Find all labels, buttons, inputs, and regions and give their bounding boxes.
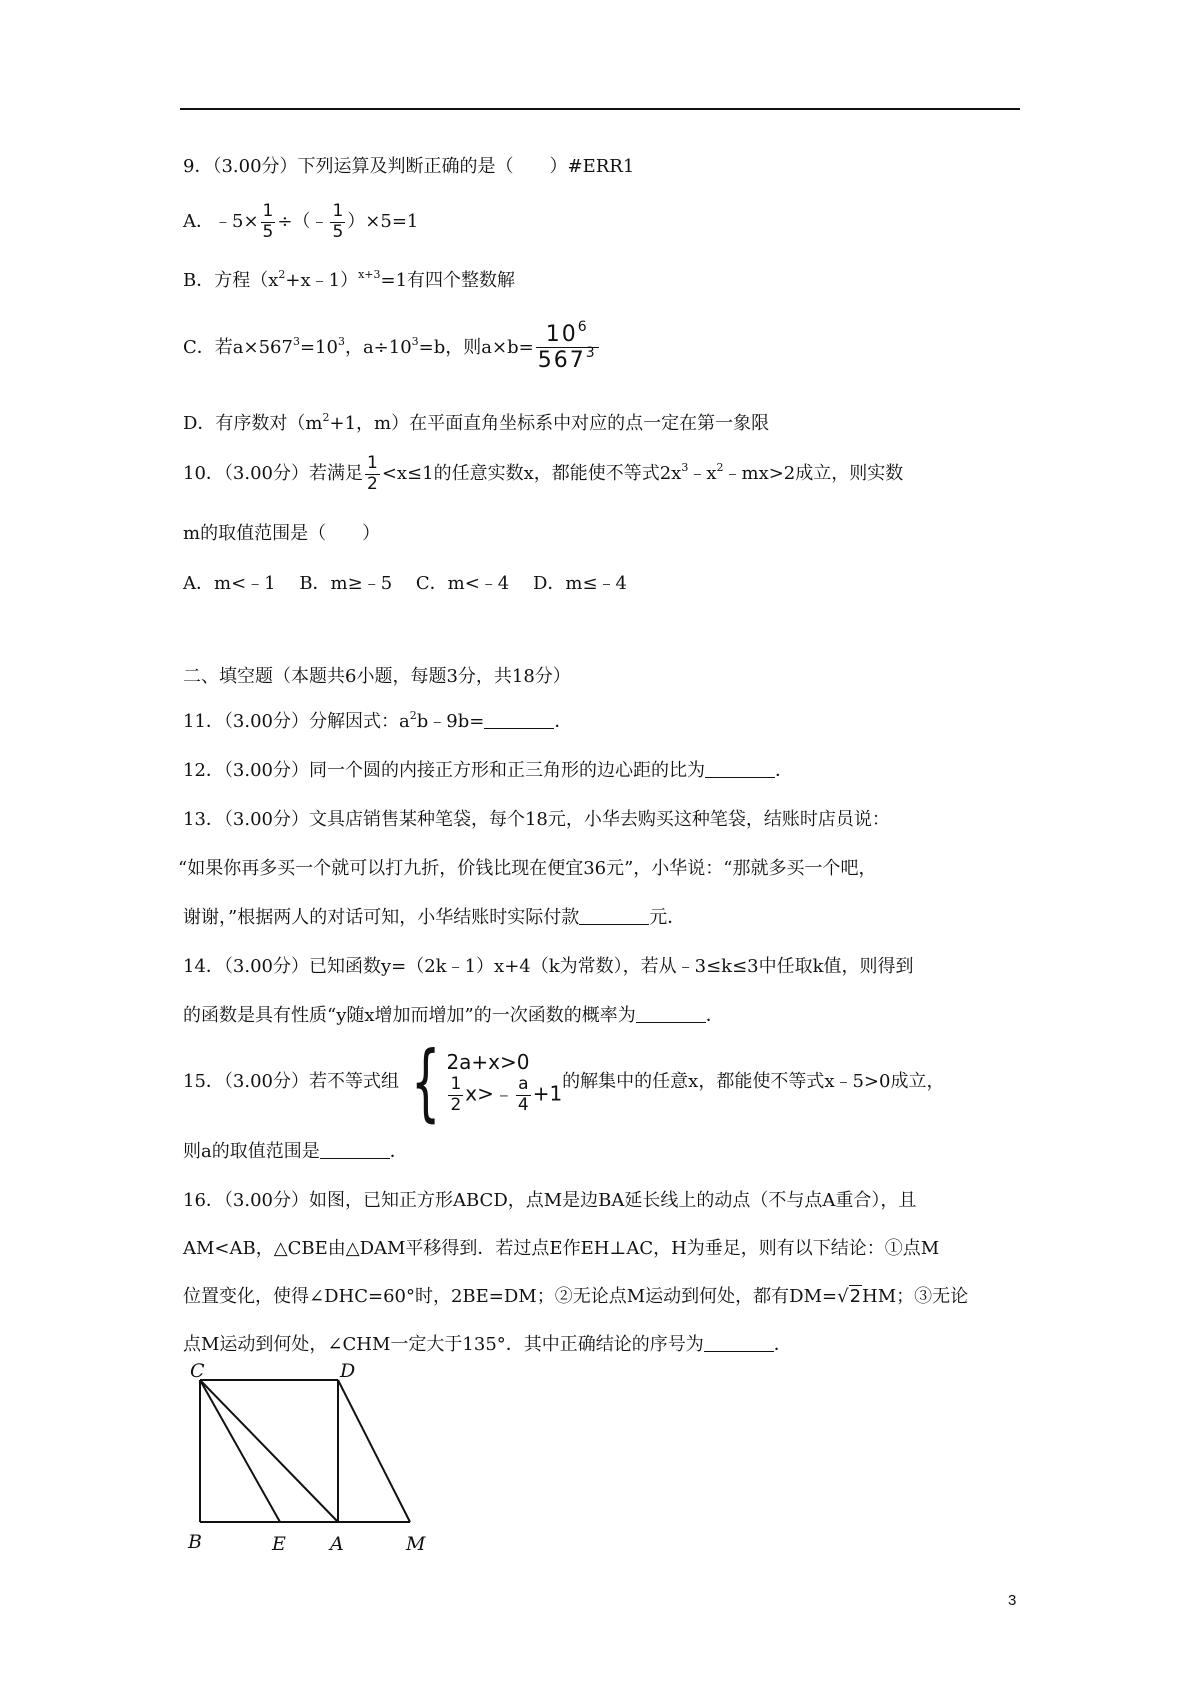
text: 点M运动到何处，∠CHM一定大于135°．其中正确结论的序号为 [183, 1334, 704, 1355]
text: 567 [537, 348, 586, 374]
text: 谢谢，”根据两人的对话可知，小华结账时实际付款 [183, 907, 580, 928]
point-c-label: C [190, 1362, 205, 1382]
text: ，a÷10 [344, 336, 412, 358]
text: 15．（3.00分）若不等式组 [183, 1071, 399, 1092]
text: ． [774, 760, 793, 781]
header-rule [180, 108, 1020, 110]
point-e-label: E [272, 1533, 286, 1555]
text: =1有四个整数解 [380, 270, 516, 291]
q9-option-d [183, 411, 770, 434]
brace-icon: { [411, 1033, 441, 1131]
sup: 3 [585, 345, 597, 362]
segment-dm [338, 1380, 410, 1522]
q9-a-prefix: A．﹣5× [183, 211, 259, 233]
text: 元． [649, 907, 686, 928]
page-number: 3 [1008, 1592, 1017, 1609]
q16-line1: 16．（3.00分）如图，已知正方形ABCD，点M是边BA延长线上的动点（不与点A重合），且 [183, 1190, 917, 1211]
q16-line3 [183, 1288, 968, 1306]
point-a-label: A [330, 1533, 344, 1555]
text: HM；③无论 [862, 1286, 969, 1307]
frac-den: 4 [517, 1094, 529, 1115]
sup: 3 [411, 334, 419, 348]
q12 [183, 762, 793, 780]
q9-a-suffix: ）×5=1 [347, 211, 419, 233]
sqrt: √2 [837, 1286, 862, 1307]
q15-line1 [183, 1033, 945, 1131]
section-heading: 二、填空题（本题共6小题，每题3分，共18分） [183, 666, 571, 687]
sup: 3 [681, 461, 689, 475]
frac-num: a [516, 1075, 531, 1096]
inequality-system [399, 1033, 563, 1131]
q13-line3 [183, 909, 685, 927]
frac-num: 1 [262, 201, 274, 221]
text: 则a的取值范围是 [183, 1141, 320, 1162]
text: b﹣9b= [416, 711, 485, 732]
text: +x﹣1） [285, 270, 359, 291]
text: 位置变化，使得∠DHC=60°时，2BE=DM；②无论点M运动到何处，都有DM= [183, 1286, 838, 1307]
sup: 3 [337, 334, 345, 348]
answer-blank [705, 763, 775, 778]
q13-line2: “如果你再多买一个就可以打九折，价钱比现在便宜36元”，小华说：“那就多买一个吧， [178, 858, 877, 879]
q10-options: A．m<﹣1 B．m≥﹣5 C．m<﹣4 D．m≤﹣4 [183, 573, 628, 594]
system-row: 2a+x>0 [446, 1049, 530, 1074]
point-m-label: M [406, 1533, 426, 1555]
q10-line1 [183, 454, 903, 494]
fraction [365, 454, 380, 494]
frac-den: 5 [262, 221, 274, 242]
q9-option-a [183, 202, 418, 242]
text: ． [554, 711, 573, 732]
q14-line2 [183, 1007, 724, 1025]
system-row [446, 1075, 562, 1115]
q13-line1: 13．（3.00分）文具店销售某种笔袋，每个18元，小华去购买这种笔袋，结账时店员说： [183, 809, 890, 830]
q9-stem: 9．（3.00分）下列运算及判断正确的是（ ）#ERR1 [183, 156, 635, 177]
text: +1，m）在平面直角坐标系中对应的点一定在第一象限 [329, 413, 770, 434]
fraction [261, 202, 276, 242]
point-d-label: D [340, 1362, 356, 1382]
text: C．若a×567 [183, 336, 293, 358]
q14-line1: 14．（3.00分）已知函数y=（2k﹣1）x+4（k为常数），若从﹣3≤k≤3中任取k值，则得到 [183, 956, 914, 977]
fraction [448, 1075, 463, 1115]
text: <x≤1的任意实数x，都能使不等式2x [381, 463, 682, 485]
text: 12．（3.00分）同一个圆的内接正方形和正三角形的边心距的比为 [183, 760, 705, 781]
answer-blank [704, 1337, 774, 1352]
answer-blank [484, 714, 554, 729]
frac-num: 1 [450, 1073, 462, 1094]
text: ﹣x [688, 463, 717, 485]
fraction [330, 202, 345, 242]
text: +1 [532, 1081, 563, 1106]
q10-line2: m的取值范围是（ ） [183, 523, 381, 544]
sup: x+3 [358, 268, 381, 281]
text: ． [705, 1005, 724, 1026]
sup: 2 [278, 268, 286, 281]
text: =10 [299, 336, 338, 358]
q15-line2 [183, 1143, 408, 1161]
text: ． [389, 1141, 408, 1162]
q9-option-b [183, 268, 516, 291]
text: 11．（3.00分）分解因式：a [183, 711, 410, 732]
point-b-label: B [188, 1531, 202, 1553]
sup: 2 [409, 709, 417, 722]
text: ﹣mx>2成立，则实数 [723, 463, 904, 485]
q16-line2: AM<AB，△CBE由△DAM平移得到．若过点E作EH⊥AC，H为垂足，则有以下结论：①点M [183, 1238, 940, 1259]
text: 的解集中的任意x，都能使不等式x﹣5>0成立， [562, 1071, 945, 1092]
q9-option-c [183, 319, 601, 374]
system-rows [446, 1049, 562, 1115]
frac-den: 2 [450, 1094, 462, 1115]
text: 10 [545, 322, 578, 347]
text: D．有序数对（m [183, 413, 323, 434]
geometry-figure [180, 1362, 440, 1562]
sup: 6 [577, 319, 589, 335]
sup: 2 [322, 411, 330, 424]
fraction [516, 1075, 531, 1115]
answer-blank [579, 910, 649, 925]
radicand: 2 [849, 1286, 862, 1307]
answer-blank [320, 1144, 390, 1159]
frac-num: 1 [332, 201, 344, 221]
q11 [183, 709, 573, 732]
frac-num: 1 [366, 453, 378, 473]
q9-a-mid: ÷（﹣ [277, 211, 329, 233]
text: =b，则a×b= [418, 336, 534, 358]
text: B．方程（x [183, 270, 279, 291]
answer-blank [636, 1008, 706, 1023]
sup: 2 [716, 461, 724, 475]
text: x>﹣ [465, 1081, 514, 1106]
frac-den [536, 345, 599, 374]
text: ． [773, 1334, 792, 1355]
text: 10．（3.00分）若满足 [183, 463, 363, 485]
fraction [536, 319, 599, 374]
frac-den: 5 [332, 221, 344, 242]
frac-den: 2 [366, 473, 378, 494]
q16-line4 [183, 1336, 792, 1354]
sup: 3 [292, 334, 300, 348]
text: 的函数是具有性质“y随x增加而增加”的一次函数的概率为 [183, 1005, 636, 1026]
